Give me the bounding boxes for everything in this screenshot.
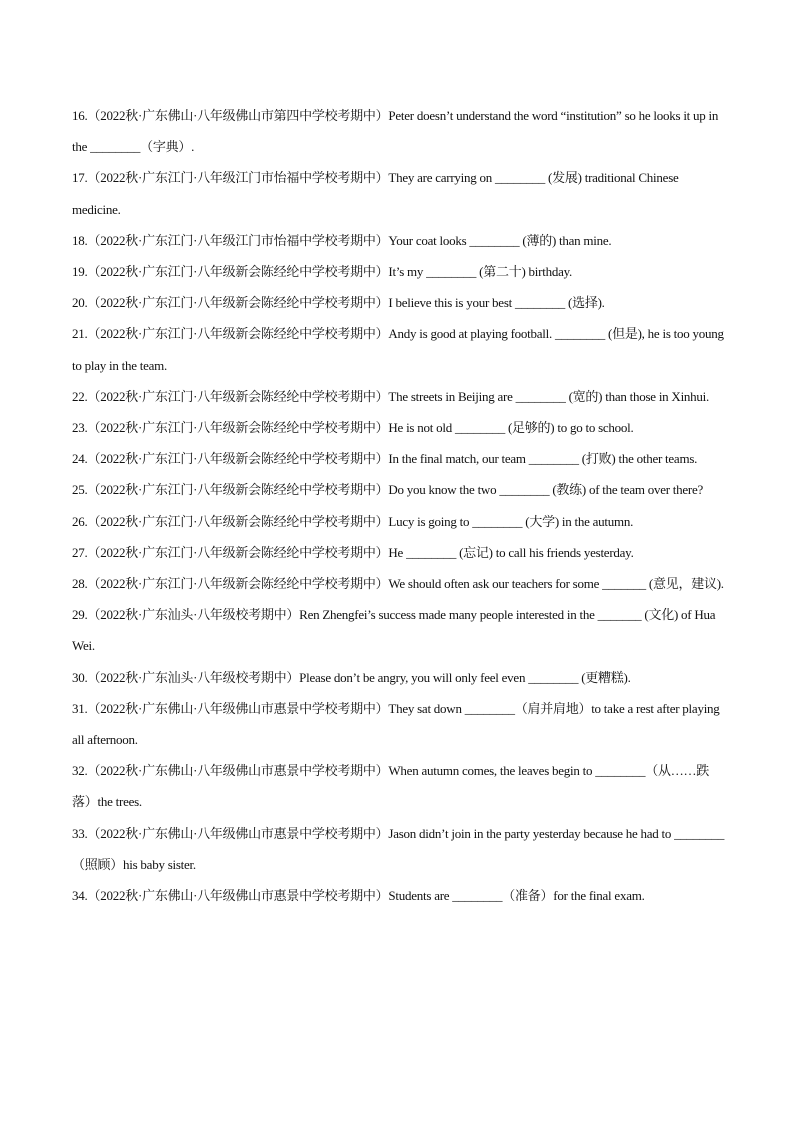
question-text: （2022秋·广东佛山·八年级佛山市惠景中学校考期中）When autumn comes, the leaves begin to ________（从……跌落）the trees.	[72, 763, 710, 810]
question-text: （2022秋·广东江门·八年级新会陈经纶中学校考期中）Do you know the two ________ (教练) of the team over there?	[87, 482, 704, 498]
question-number: 23.	[72, 420, 88, 436]
question-number: 25.	[72, 482, 88, 498]
question-text: （2022秋·广东汕头·八年级校考期中）Please don’t be angry, you will only feel even ________ (更糟糕).	[87, 669, 631, 685]
question-text: （2022秋·广东江门·八年级新会陈经纶中学校考期中）I believe this is your best ________ (选择).	[87, 295, 605, 311]
question-number: 16.	[72, 108, 88, 123]
question-number: 31.	[72, 700, 88, 716]
question-item	[72, 693, 726, 755]
question-text: （2022秋·广东佛山·八年级佛山市第四中学校考期中）Peter doesn’t understand the word “institution” so he looks it up in the ________（字典）.	[72, 108, 719, 155]
question-list	[72, 100, 726, 911]
question-number: 22.	[72, 388, 88, 404]
question-text: （2022秋·广东江门·八年级江门市怡福中学校考期中）Your coat looks ________ (薄的) than mine.	[87, 232, 612, 248]
question-number: 30.	[72, 669, 88, 685]
question-text: （2022秋·广东江门·八年级新会陈经纶中学校考期中）He ________ (忘记) to call his friends yesterday.	[87, 544, 634, 560]
question-text: （2022秋·广东江门·八年级新会陈经纶中学校考期中）In the final match, our team ________ (打败) the other teams.	[87, 451, 698, 467]
question-text: （2022秋·广东江门·八年级新会陈经纶中学校考期中）He is not old ________ (足够的) to go to school.	[87, 420, 634, 436]
question-item	[72, 506, 726, 537]
question-number: 18.	[72, 232, 88, 248]
question-number: 17.	[72, 170, 88, 186]
question-number: 29.	[72, 607, 88, 623]
question-text: （2022秋·广东佛山·八年级佛山市惠景中学校考期中）Students are ________（准备）for the final exam.	[87, 888, 645, 904]
question-item	[72, 662, 726, 693]
question-item	[72, 412, 726, 443]
question-number: 24.	[72, 451, 88, 467]
question-item	[72, 318, 726, 380]
question-item	[72, 474, 726, 505]
question-text: （2022秋·广东佛山·八年级佛山市惠景中学校考期中）Jason didn’t join in the party yesterday because he had to ________（照顾）his baby sister.	[72, 825, 725, 872]
question-number: 26.	[72, 513, 88, 529]
question-item	[72, 599, 726, 661]
question-text: （2022秋·广东江门·八年级新会陈经纶中学校考期中）Lucy is going to ________ (大学) in the autumn.	[87, 513, 634, 529]
question-number: 27.	[72, 544, 88, 560]
question-item	[72, 256, 726, 287]
question-item	[72, 537, 726, 568]
question-item	[72, 287, 726, 318]
question-item	[72, 162, 726, 224]
question-number: 34.	[72, 888, 88, 904]
question-item	[72, 100, 726, 162]
question-item	[72, 755, 726, 817]
question-number: 33.	[72, 825, 88, 841]
question-number: 19.	[72, 264, 88, 280]
question-number: 20.	[72, 295, 88, 311]
question-text: （2022秋·广东佛山·八年级佛山市惠景中学校考期中）They sat down ________（肩并肩地）to take a rest after playing all afternoon.	[72, 700, 720, 748]
question-text: （2022秋·广东江门·八年级新会陈经纶中学校考期中）It’s my ________ (第二十) birthday.	[87, 264, 573, 280]
question-number: 21.	[72, 326, 88, 342]
question-item	[72, 225, 726, 256]
question-text: （2022秋·广东江门·八年级新会陈经纶中学校考期中）Andy is good at playing football. ________ (但是), he is too young to play in the team.	[72, 326, 724, 373]
question-item	[72, 443, 726, 474]
question-text: （2022秋·广东江门·八年级新会陈经纶中学校考期中）The streets in Beijing are ________ (宽的) than those in Xinhui.	[87, 388, 710, 404]
question-number: 28.	[72, 576, 88, 592]
question-item	[72, 880, 726, 911]
question-item	[72, 568, 726, 599]
question-item	[72, 818, 726, 880]
question-text: （2022秋·广东江门·八年级新会陈经纶中学校考期中）We should often ask our teachers for some _______ (意见，建议).	[87, 576, 724, 592]
question-number: 32.	[72, 763, 88, 779]
question-item	[72, 381, 726, 412]
question-text: （2022秋·广东江门·八年级江门市怡福中学校考期中）They are carrying on ________ (发展) traditional Chinese medicine.	[72, 170, 679, 217]
question-text: （2022秋·广东汕头·八年级校考期中）Ren Zhengfei’s success made many people interested in the _______ (文化) of Hua Wei.	[72, 607, 716, 654]
